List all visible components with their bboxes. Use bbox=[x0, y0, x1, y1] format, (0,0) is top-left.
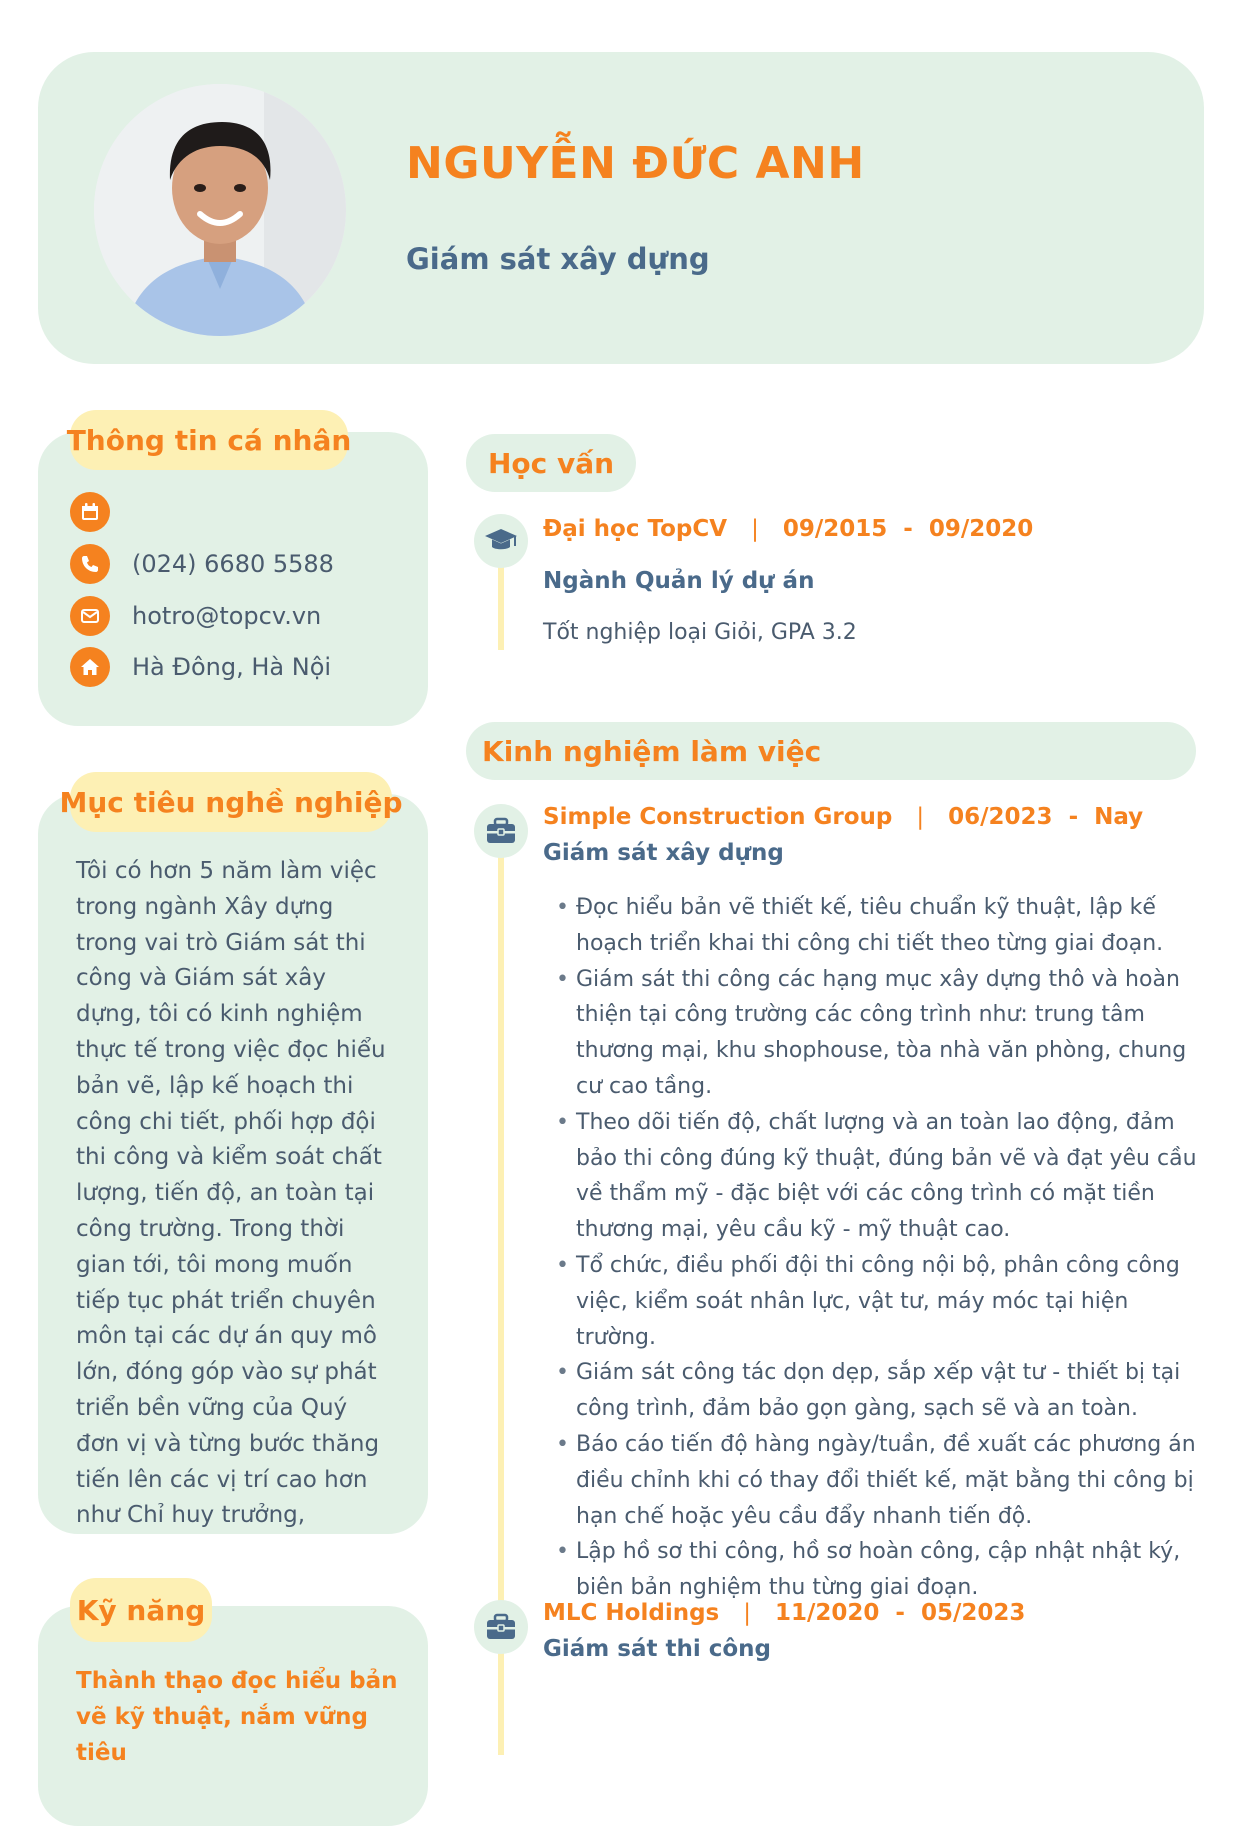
experience-duty-item: • Tổ chức, điều phối đội thi công nội bộ, phân công công việc, kiểm soát nhân lực, vật tư, máy móc tại hiện trường. bbox=[556, 1248, 1206, 1355]
education-entry-header bbox=[543, 516, 1033, 542]
contact-row-phone bbox=[70, 544, 334, 584]
contact-row-email bbox=[70, 596, 321, 636]
experience-entry-header-2 bbox=[543, 1600, 1025, 1626]
experience-position-1: Giám sát xây dựng bbox=[543, 840, 784, 866]
contact-address-text: Hà Đông, Hà Nội bbox=[132, 653, 332, 681]
experience-duty-item: • Theo dõi tiến độ, chất lượng và an toàn lao động, đảm bảo thi công đúng kỹ thuật, đúng bản vẽ và đạt yêu cầu về thẩm mỹ - đặc biệt với các công trình có mặt tiền thương mại, yêu cầu kỹ - mỹ thuật cao. bbox=[556, 1105, 1206, 1248]
experience-company-1: Simple Construction Group bbox=[543, 804, 893, 830]
objective-heading: Mục tiêu nghề nghiệp bbox=[70, 772, 392, 832]
education-heading: Học vấn bbox=[466, 434, 636, 492]
experience-duty-item: • Giám sát thi công các hạng mục xây dựng thô và hoàn thiện tại công trường các công trình như: trung tâm thương mại, khu shophouse, tòa nhà văn phòng, chung cư cao tầng. bbox=[556, 962, 1206, 1105]
skills-heading: Kỹ năng bbox=[70, 1578, 212, 1642]
phone-icon bbox=[70, 544, 110, 584]
contact-email-text: hotro@topcv.vn bbox=[132, 602, 322, 630]
education-end-date: 09/2020 bbox=[928, 516, 1034, 542]
experience-duty-item: • Báo cáo tiến độ hàng ngày/tuần, đề xuất các phương án điều chỉnh khi có thay đổi thiết kế, mặt bằng thi công bị hạn chế hoặc yêu cầu đẩy nhanh tiến độ. bbox=[556, 1427, 1206, 1534]
contact-row-address bbox=[70, 647, 331, 687]
experience-date-dash-1: - bbox=[1068, 804, 1079, 830]
briefcase-icon bbox=[474, 1600, 528, 1654]
experience-duties-list-1 bbox=[556, 890, 1206, 1606]
education-major: Ngành Quản lý dự án bbox=[543, 568, 815, 594]
education-separator: | bbox=[751, 516, 759, 542]
experience-duty-item: • Đọc hiểu bản vẽ thiết kế, tiêu chuẩn kỹ thuật, lập kế hoạch triển khai thi công chi tiết theo từng giai đoạn. bbox=[556, 890, 1206, 962]
profile-photo-illustration bbox=[94, 84, 346, 336]
experience-end-date-1: Nay bbox=[1094, 804, 1144, 830]
experience-date-dash-2: - bbox=[895, 1600, 905, 1626]
education-start-date: 09/2015 bbox=[782, 516, 888, 542]
mail-icon bbox=[70, 596, 110, 636]
skills-text: Thành thạo đọc hiểu bản vẽ kỹ thuật, nắm vững tiêu bbox=[76, 1668, 398, 1766]
experience-duty-item: • Giám sát công tác dọn dẹp, sắp xếp vật tư - thiết bị tại công trình, đảm bảo gọn gàng, sạch sẽ và an toàn. bbox=[556, 1355, 1206, 1427]
experience-end-date-2: 05/2023 bbox=[920, 1600, 1026, 1626]
experience-company-2: MLC Holdings bbox=[543, 1600, 720, 1626]
experience-start-date-1: 06/2023 bbox=[948, 804, 1053, 830]
education-school: Đại học TopCV bbox=[543, 516, 728, 542]
objective-text: Tôi có hơn 5 năm làm việc trong ngành Xây dựng trong vai trò Giám sát thi công và Giám sát xây dựng, tôi có kinh nghiệm thực tế trong việc đọc hiểu bản vẽ, lập kế hoạch thi công chi tiết, phối hợp đội thi công và kiểm soát chất lượng, tiến độ, an toàn tại công trường. Trong thời gian tới, tôi mong muốn tiếp tục phát triển chuyên môn tại các dự án quy mô lớn, đóng góp vào sự phát triển bền vững của Quý đơn vị và từng bước thăng tiến lên các vị trí cao hơn như Chỉ huy trưởng, bbox=[76, 858, 386, 1529]
home-icon bbox=[70, 647, 110, 687]
personal-info-heading: Thông tin cá nhân bbox=[70, 410, 348, 470]
experience-start-date-2: 11/2020 bbox=[775, 1600, 880, 1626]
experience-separator-2: | bbox=[743, 1600, 751, 1626]
candidate-job-title: Giám sát xây dựng bbox=[406, 242, 710, 276]
experience-separator-1: | bbox=[916, 804, 925, 830]
experience-heading: Kinh nghiệm làm việc bbox=[466, 722, 1196, 780]
calendar-icon bbox=[70, 492, 110, 532]
experience-entry-header-1 bbox=[543, 804, 1143, 830]
education-date-dash: - bbox=[903, 516, 913, 542]
candidate-name: NGUYỄN ĐỨC ANH bbox=[406, 138, 865, 189]
profile-photo bbox=[94, 84, 346, 336]
briefcase-icon bbox=[474, 804, 528, 858]
contact-phone-text: (024) 6680 5588 bbox=[132, 550, 334, 578]
experience-position-2: Giám sát thi công bbox=[543, 1636, 772, 1662]
experience-duty-item: • Lập hồ sơ thi công, hồ sơ hoàn công, cập nhật nhật ký, biên bản nghiệm thu từng giai đoạn. bbox=[556, 1534, 1206, 1606]
education-note: Tốt nghiệp loại Giỏi, GPA 3.2 bbox=[543, 620, 857, 645]
graduation-cap-icon bbox=[474, 514, 528, 568]
contact-row-birthday bbox=[70, 492, 132, 532]
